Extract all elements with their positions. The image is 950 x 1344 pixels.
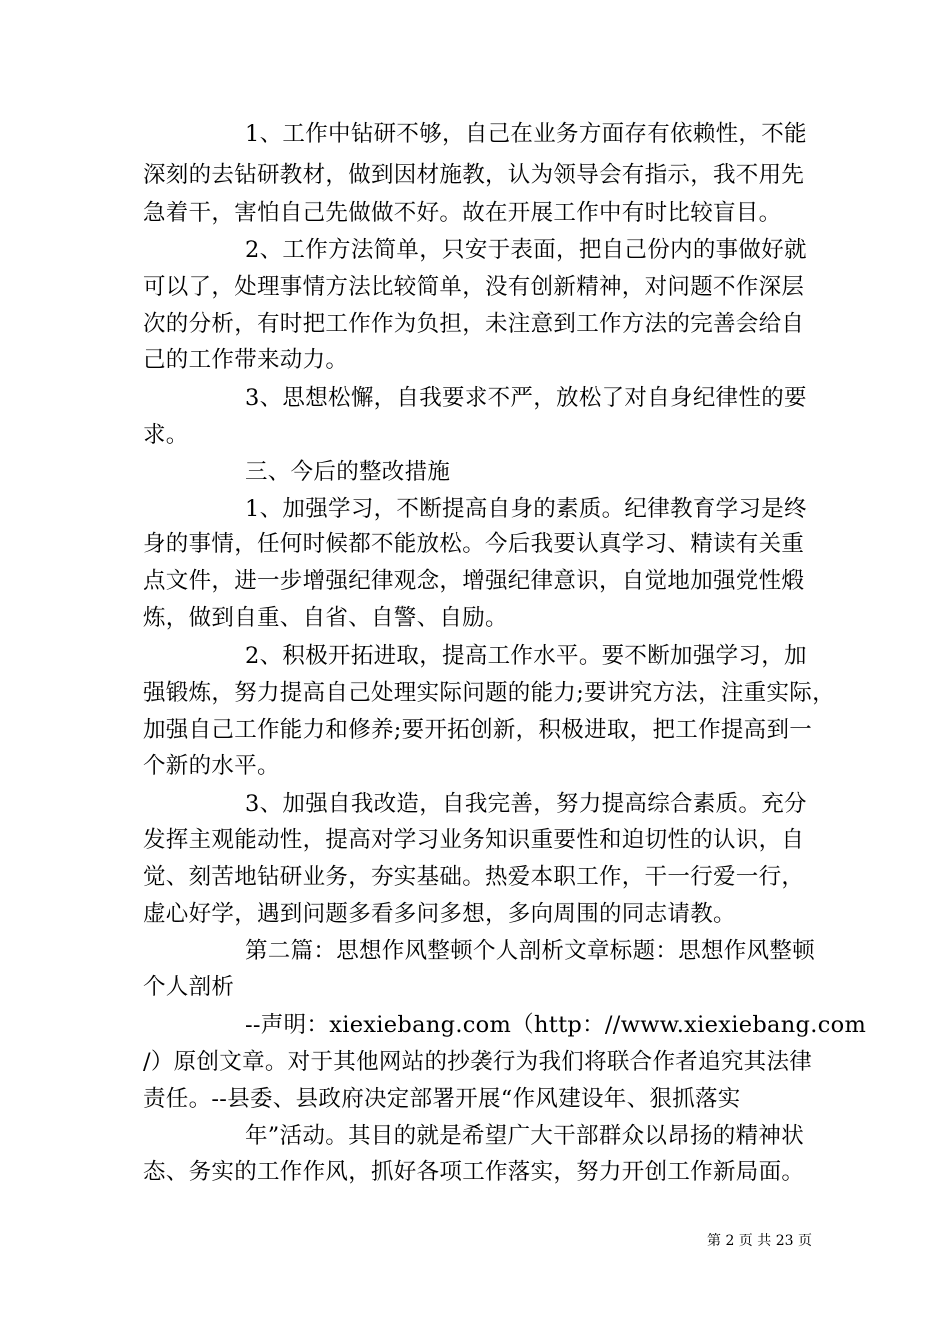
text-line: 2、工作方法简单，只安于表面，把自己份内的事做好就 — [245, 237, 807, 263]
text-line: 强锻炼，努力提高自己处理实际问题的能力;要讲究方法，注重实际， — [143, 680, 835, 706]
text-line: 责任。--县委、县政府决定部署开展“作风建设年、狠抓落实 — [143, 1086, 741, 1112]
text-line: 虚心好学，遇到问题多看多问多想，多向周围的同志请教。 — [143, 901, 736, 927]
text-line: 2、积极开拓进取，提高工作水平。要不断加强学习，加 — [245, 643, 807, 669]
text-line: 可以了，处理事情方法比较简单，没有创新精神，对问题不作深层 — [143, 274, 805, 300]
text-line: 觉、刻苦地钻研业务，夯实基础。热爱本职工作，干一行爱一行， — [143, 864, 805, 890]
chapter-heading-continued: 个人剖析 — [143, 974, 235, 1000]
text-line: 3、加强自我改造，自我完善，努力提高综合素质。充分 — [245, 791, 807, 817]
text-line: 次的分析，有时把工作作为负担，未注意到工作方法的完善会给自 — [143, 311, 805, 337]
text-line: 态、务实的工作作风，抓好各项工作落实，努力开创工作新局面。 — [143, 1159, 805, 1185]
text-line: 发挥主观能动性，提高对学习业务知识重要性和迫切性的认识，自 — [143, 827, 805, 853]
text-line: 1、加强学习，不断提高自身的素质。纪律教育学习是终 — [245, 496, 807, 522]
text-line: --声明：xiexiebang.com（http：//www.xiexiebang.com — [245, 1012, 867, 1038]
text-line: 年”活动。其目的就是希望广大干部群众以昂扬的精神状 — [245, 1123, 805, 1149]
text-line: 身的事情，任何时候都不能放松。今后我要认真学习、精读有关重 — [143, 531, 805, 557]
text-line: 1、工作中钻研不够，自己在业务方面存有依赖性，不能 — [245, 121, 807, 147]
text-line: /）原创文章。对于其他网站的抄袭行为我们将联合作者追究其法律 — [143, 1049, 813, 1075]
text-line: 点文件，进一步增强纪律观念，增强纪律意识，自觉地加强党性煅 — [143, 568, 805, 594]
text-line: 急着干，害怕自己先做做不好。故在开展工作中有时比较盲目。 — [143, 200, 782, 226]
chapter-heading: 第二篇：思想作风整顿个人剖析文章标题：思想作风整顿 — [245, 938, 816, 964]
text-line: 个新的水平。 — [143, 753, 280, 779]
text-line: 炼，做到自重、自省、自警、自励。 — [143, 605, 508, 631]
text-line: 深刻的去钻研教材，做到因材施教，认为领导会有指示，我不用先 — [143, 162, 805, 188]
text-line: 3、思想松懈，自我要求不严，放松了对自身纪律性的要 — [245, 385, 807, 411]
text-line: 己的工作带来动力。 — [143, 347, 349, 373]
section-heading: 三、今后的整改措施 — [245, 459, 451, 485]
text-line: 求。 — [143, 422, 189, 448]
page-number-footer: 第 2 页 共 23 页 — [707, 1233, 812, 1249]
text-line: 加强自己工作能力和修养;要开拓创新，积极进取，把工作提高到一 — [143, 717, 813, 743]
